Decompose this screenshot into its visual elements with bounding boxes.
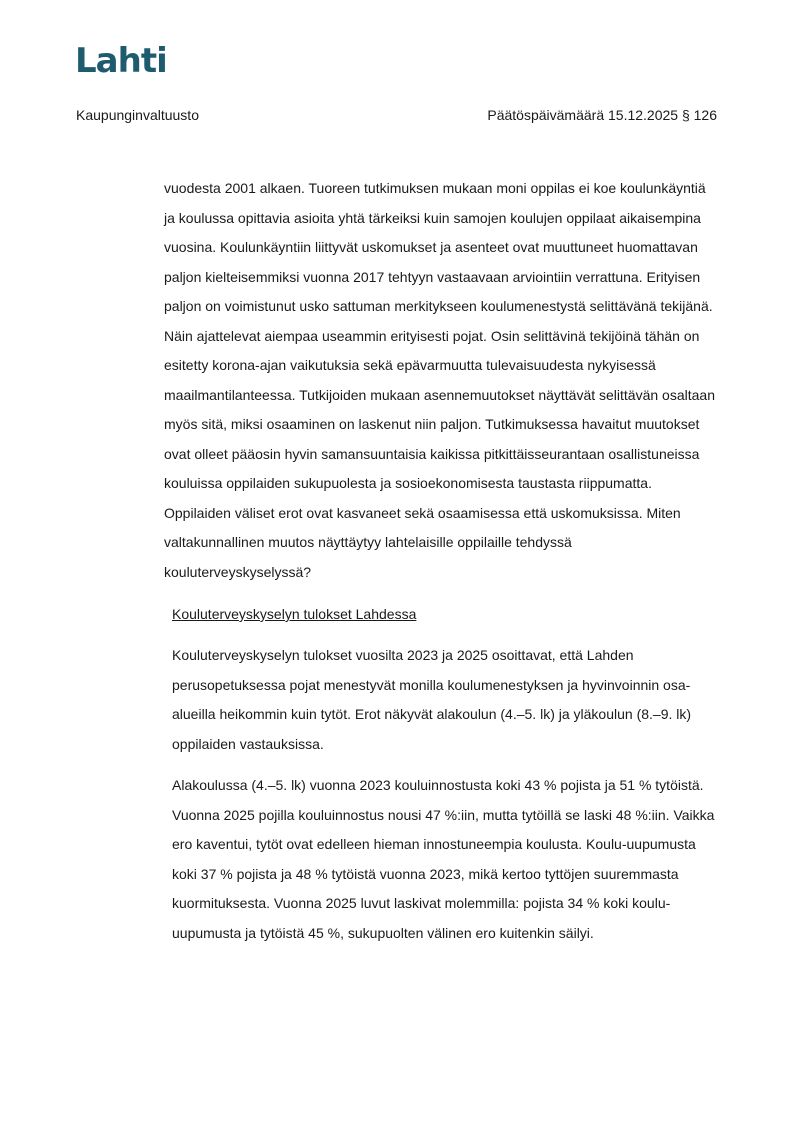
header-organ: Kaupunginvaltuusto	[76, 107, 199, 123]
section-heading: Kouluterveyskyselyn tulokset Lahdessa	[172, 606, 417, 622]
body-paragraph-3: Alakoulussa (4.–5. lk) vuonna 2023 kouluinnostusta koki 43 % pojista ja 51 % tytöistä. Vuonna 2025 pojilla kouluinnostus nousi 47 %:iin, mutta tytöillä se laski 48 %:iin. Vaikka ero kaventui, tytöt ovat edelleen hieman innostuneempia koulusta. Koulu-uupumusta koki 37 % pojista ja 48 % tytöistä vuonna 2023, mikä kertoo tyttöjen suuremmasta kuormituksesta. Vuonna 2025 luvut laskivat molemmilla: pojista 34 % koki koulu-uupumusta ja tytöistä 45 %, sukupuolten välinen ero kuitenkin säilyi.	[172, 777, 715, 941]
lahti-logo: Lahti	[75, 41, 167, 81]
body-paragraph-1: vuodesta 2001 alkaen. Tuoreen tutkimuksen mukaan moni oppilas ei koe koulunkäyntiä ja koulussa opittavia asioita yhtä tärkeiksi kuin samojen koulujen oppilaat aikaisempina vuosina. Koulunkäyntiin liittyvät uskomukset ja asenteet ovat muuttuneet huomattavan paljon kielteisemmiksi vuonna 2017 tehtyyn vastaavaan arviointiin verrattuna. Erityisen paljon on voimistunut usko sattuman merkitykseen koulumenestystä selittävänä tekijänä. Näin ajattelevat aiempaa useammin erityisesti pojat. Osin selittävinä tekijöinä tähän on esitetty korona-ajan vaikutuksia sekä epävarmuutta tulevaisuudesta nykyisessä maailmantilanteessa. Tutkijoiden mukaan asennemuutokset näyttävät selittävän osaltaan myös sitä, miksi osaaminen on laskenut niin paljon. Tutkimuksessa havaitut muutokset ovat olleet pääosin hyvin samansuuntaisia kaikissa pitkittäisseurantaan osallistuneissa kouluissa oppilaiden sukupuolesta ja sosioekonomisesta taustasta riippumatta. Oppilaiden väliset erot ovat kasvaneet sekä osaamisessa että uskomuksissa. Miten valtakunnallinen muutos näyttäytyy lahtelaisille oppilaille tehdyssä kouluterveyskyselyssä?	[164, 180, 715, 580]
body-paragraph-2: Kouluterveyskyselyn tulokset vuosilta 2023 ja 2025 osoittavat, että Lahden perusopetuksessa pojat menestyvät monilla koulumenestyksen ja hyvinvoinnin osa-alueilla heikommin kuin tytöt. Erot näkyvät alakoulun (4.–5. lk) ja yläkoulun (8.–9. lk) oppilaiden vastauksissa.	[172, 647, 692, 752]
header-decision-date: Päätöspäivämäärä 15.12.2025 § 126	[487, 107, 717, 123]
